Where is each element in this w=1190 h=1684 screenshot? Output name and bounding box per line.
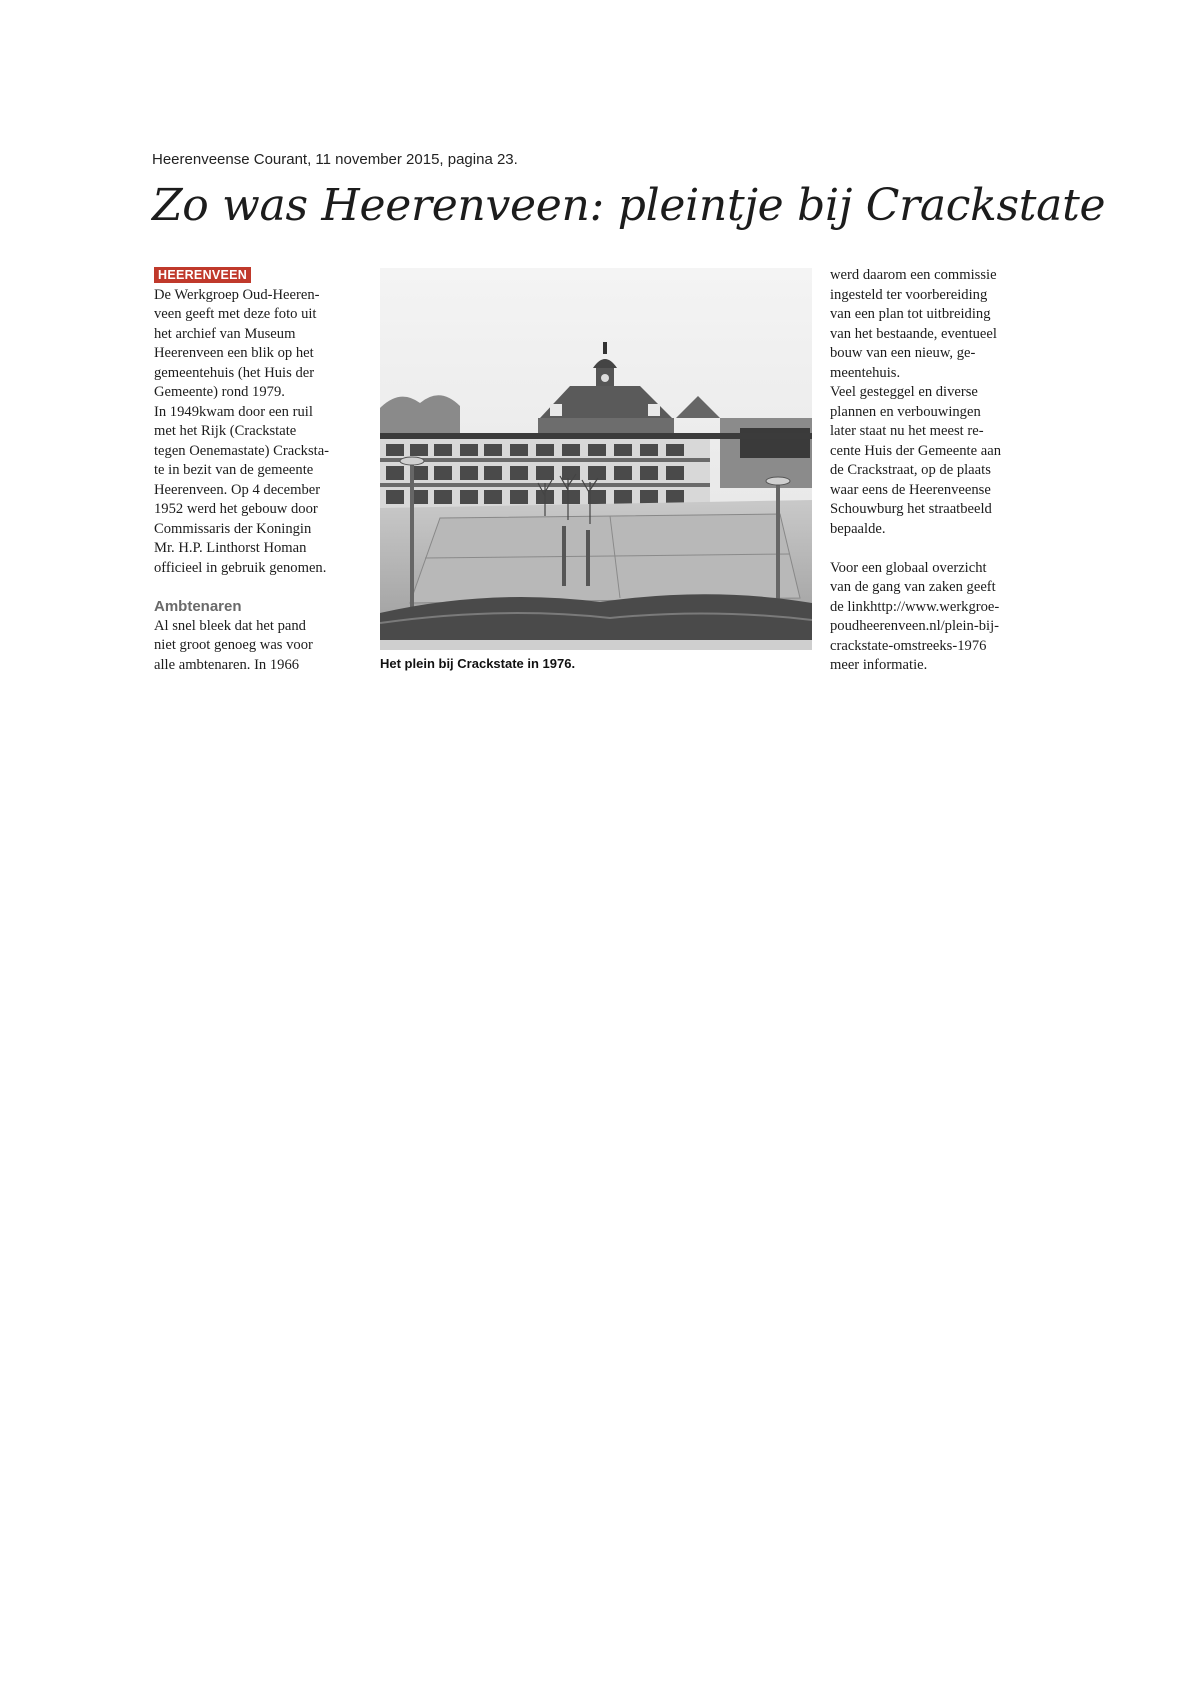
paragraph-renovation — [830, 383, 1045, 539]
text-line: van een plan tot uitbreiding — [830, 306, 991, 322]
text-line: bouw van een nieuw, ge- — [830, 345, 976, 361]
text-line: plannen en verbouwingen — [830, 403, 981, 420]
text-line: Commissaris der Koningin — [154, 520, 312, 537]
paragraph-officials — [154, 617, 359, 676]
text-line: poudheerenveen.nl/plein-bij- — [830, 618, 999, 634]
article-column-right — [830, 266, 1045, 676]
text-line: Gemeente) rond 1979. — [154, 384, 285, 400]
article-column-left — [154, 266, 359, 675]
text-line: niet groot genoeg was voor — [154, 637, 313, 653]
text-line: het archief van Museum — [154, 325, 296, 342]
text-line: de linkhttp://www.werkgroe- — [830, 598, 1000, 615]
kicker-label: HEERENVEEN — [154, 267, 251, 283]
text-line: Mr. H.P. Linthorst Homan — [154, 540, 307, 556]
text-line: officieel in gebruik genomen. — [154, 559, 327, 576]
text-line: gemeentehuis (het Huis der — [154, 364, 315, 381]
text-line: tegen Oenemastate) Cracksta- — [154, 442, 330, 459]
text-line: In 1949kwam door een ruil — [154, 403, 313, 420]
text-line: cente Huis der Gemeente aan — [830, 442, 1001, 459]
text-line: Heerenveen een blik op het — [154, 345, 314, 361]
text-line: Veel gesteggel en diverse — [830, 384, 978, 400]
text-line: meentehuis. — [830, 364, 901, 381]
text-line: werd daarom een commissie — [830, 267, 997, 283]
text-line: met het Rijk (Crackstate — [154, 423, 297, 439]
text-line: ingesteld ter voorbereiding — [830, 286, 988, 303]
text-line: de Crackstraat, op de plaats — [830, 462, 991, 478]
source-line: Heerenveense Courant, 11 november 2015, pagina 23. — [152, 151, 518, 168]
text-line: De Werkgroep Oud-Heeren- — [154, 286, 320, 303]
photo-caption: Het plein bij Crackstate in 1976. — [380, 656, 576, 671]
text-line: van het bestaande, eventueel — [830, 325, 997, 342]
subheading: Ambtenaren — [154, 598, 242, 615]
text-line: waar eens de Heerenveense — [830, 481, 991, 498]
text-line: Schouwburg het straatbeeld — [830, 501, 992, 517]
text-line: te in bezit van de gemeente — [154, 462, 314, 478]
paragraph-more-info — [830, 559, 1045, 676]
text-line: alle ambtenaren. In 1966 — [154, 656, 300, 673]
text-line: Heerenveen. Op 4 december — [154, 481, 321, 498]
article-headline: Zo was Heerenveen: pleintje bij Crackstate — [152, 180, 1106, 231]
article-photo — [380, 268, 812, 650]
text-line: meer informatie. — [830, 657, 928, 673]
text-line: van de gang van zaken geeft — [830, 579, 996, 595]
text-line: 1952 werd het gebouw door — [154, 501, 318, 517]
text-line: Al snel bleek dat het pand — [154, 617, 306, 634]
paragraph-intro — [154, 286, 359, 403]
text-line: later staat nu het meest re- — [830, 423, 984, 439]
text-line: crackstate-omstreeks-1976 — [830, 637, 987, 654]
text-line: bepaalde. — [830, 520, 886, 537]
paragraph-history — [154, 403, 359, 579]
paragraph-commission — [830, 266, 1045, 383]
text-line: Voor een globaal overzicht — [830, 559, 987, 576]
text-line: veen geeft met deze foto uit — [154, 306, 317, 322]
